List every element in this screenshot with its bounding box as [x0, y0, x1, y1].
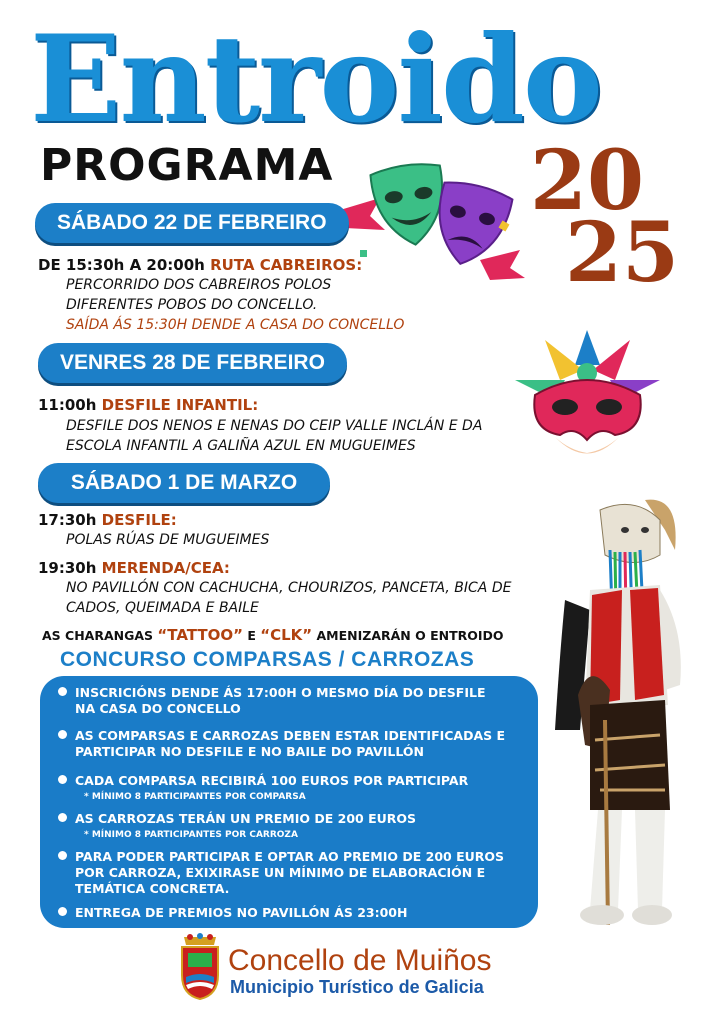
event-1-time: DE 15:30h A 20:00h [38, 256, 205, 274]
concurso-item-1: INSCRICIÓNS DENDE ÁS 17:00H O MESMO DÍA DO DESFILE NA CASA DO CONCELLO [58, 685, 486, 717]
event-2-time: 11:00h [38, 396, 97, 414]
day-banner-3: SÁBADO 1 DE MARZO [38, 463, 330, 503]
event-2-header [38, 395, 258, 415]
day-banner-1: SÁBADO 22 DE FEBREIRO [35, 203, 349, 243]
concurso-item-5: PARA PODER PARTICIPAR E OPTAR AO PREMIO DE 200 EUROS POR CARROZA, EXIXIRASE UN MÍNIMO DE ELABORACIÓN E TEMÁTICA CONCRETA. [58, 849, 504, 897]
theater-masks-icon [340, 160, 530, 285]
band-tattoo: “TATTOO” [157, 626, 243, 644]
footer-municipality-sub: Municipio Turístico de Galicia [230, 977, 484, 997]
coat-of-arms-icon [178, 933, 222, 1001]
event-4-name: MERENDA/CEA: [101, 559, 230, 577]
event-1-header [38, 255, 362, 275]
concurso-item-2: AS COMPARSAS E CARROZAS DEBEN ESTAR IDENTIFICADAS E PARTICIPAR NO DESFILE E NO BAILE DO PAVILLÓN [58, 728, 505, 760]
event-1-note: SAÍDA ÁS 15:30H DENDE A CASA DO CONCELLO [66, 317, 405, 333]
event-4-desc-2: CADOS, QUEIMADA E BAILE [66, 600, 259, 616]
page-title: Entroido [30, 9, 601, 150]
event-4-desc-1: NO PAVILLÓN CON CACHUCHA, CHOURIZOS, PANCETA, BICA DE [66, 580, 512, 596]
day-banner-2: VENRES 28 DE FEBREIRO [38, 343, 347, 383]
event-1-desc-2: DIFERENTES POBOS DO CONCELLO. [66, 297, 318, 313]
event-4-header [38, 558, 230, 578]
concurso-item-4: AS CARROZAS TERÁN UN PREMIO DE 200 EUROS * MÍNIMO 8 PARTICIPANTES POR CARROZA [58, 811, 416, 843]
concurso-item-6: ENTREGA DE PREMIOS NO PAVILLÓN ÁS 23:00H [58, 905, 407, 921]
event-1-name: RUTA CABREIROS: [210, 256, 363, 274]
page-subtitle: PROGRAMA [40, 140, 334, 191]
footer-municipality-name: Concello de Muiños [228, 944, 492, 977]
year-bottom: 25 [565, 205, 680, 301]
event-2-name: DESFILE INFANTIL: [101, 396, 259, 414]
band-clk: “CLK” [260, 626, 313, 644]
event-3-name: DESFILE: [101, 511, 177, 529]
event-4-time: 19:30h [38, 559, 97, 577]
event-1-desc-1: PERCORRIDO DOS CABREIROS POLOS [66, 277, 332, 293]
event-3-desc-1: POLAS RÚAS DE MUGUEIMES [66, 532, 270, 548]
event-2-desc-2: ESCOLA INFANTIL A GALIÑA AZUL EN MUGUEIMES [66, 438, 416, 454]
concurso-item-3: CADA COMPARSA RECIBIRÁ 100 EUROS POR PARTICIPAR * MÍNIMO 8 PARTICIPANTES POR COMPARSA [58, 773, 468, 805]
concurso-title: CONCURSO COMPARSAS / CARROZAS [60, 648, 475, 671]
event-3-time: 17:30h [38, 511, 97, 529]
year-top: 20 [530, 133, 645, 229]
event-2-desc-1: DESFILE DOS NENOS E NENAS DO CEIP VALLE INCLÁN E DA [66, 418, 483, 434]
charangas-line: AS CHARANGAS “TATTOO” E “CLK” AMENIZARÁN O ENTROIDO [42, 626, 504, 644]
costumed-figure [550, 490, 700, 940]
event-3-header [38, 510, 177, 530]
carnival-mask-icon [505, 325, 670, 470]
